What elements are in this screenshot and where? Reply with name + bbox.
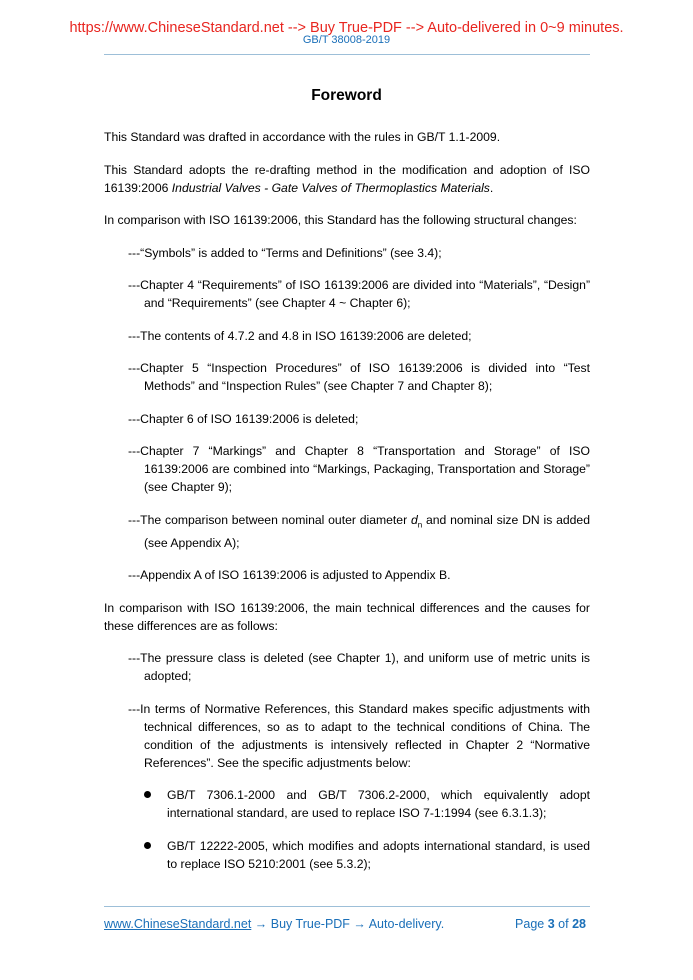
paragraph: This Standard was drafted in accordance with the rules in GB/T 1.1-2009. [104,130,501,144]
footer [104,917,590,931]
promo-banner[interactable]: https://www.ChineseStandard.net --> Buy True-PDF --> Auto-delivered in 0~9 minutes. [69,20,624,36]
list-item: ---The contents of 4.7.2 and 4.8 in ISO 16139:2006 are deleted; [128,328,472,343]
page-title: Foreword [311,87,382,104]
bullet-icon [104,786,167,822]
document-body [104,128,590,887]
footer-tail: → Buy True-PDF → Auto-delivery. [251,917,445,931]
footer-link[interactable]: www.ChineseStandard.net [104,917,252,931]
text: . [489,180,494,195]
text: ---The comparison between nominal outer diameter [128,512,411,527]
list-item [120,511,590,552]
list-item: ---“Symbols” is added to “Terms and Definitions” (see 3.4); [128,245,442,260]
bullet-text: GB/T 7306.1-2000 and GB/T 7306.2-2000, which equivalently adopt international standard, are used to replace ISO 7-1:1994 (see 6.3.1.3); [167,788,590,821]
standard-code: GB/T 38008-2019 [302,34,391,46]
bullet-item [104,837,590,873]
paragraph: In comparison with ISO 16139:2006, this Standard has the following structural changes: [104,213,577,227]
list-item: ---Chapter 6 of ISO 16139:2006 is deleted; [128,411,359,426]
paragraph [104,161,590,197]
text: This Standard adopts the re-drafting method in the modification and adoption of ISO 16139:2006 [104,162,590,195]
list-item: ---Appendix A of ISO 16139:2006 is adjusted to Appendix B. [128,568,451,583]
list-item: ---Chapter 7 “Markings” and Chapter 8 “Transportation and Storage” of ISO 16139:2006 are combined into “Markings, Packaging, Transportation and Storage” (see Chapter 9); [128,444,590,494]
list-item: ---Chapter 4 “Requirements” of ISO 16139:2006 are divided into “Materials”, “Design” and “Requirements” (see Chapter 4 ~ Chapter 6); [128,278,590,310]
standard-title: Industrial Valves - Gate Valves of Thermoplastics Materials [171,180,490,195]
bullet-text: GB/T 12222-2005, which modifies and adopts international standard, is used to replace ISO 5210:2001 (see 5.3.2); [167,838,590,871]
header-divider [104,54,590,55]
page-of: of [558,917,569,931]
list-item: ---Chapter 5 “Inspection Procedures” of ISO 16139:2006 is divided into “Test Methods” and “Inspection Rules” (see Chapter 7 and Chapter 8); [128,361,590,393]
variable: d [410,512,418,527]
page-current: 3 [547,917,555,931]
page-total: 28 [572,917,586,931]
list-item: ---In terms of Normative References, this Standard makes specific adjustments with technical differences, so as to adapt to the technical conditions of China. The condition of the adjustments is intensively reflected in Chapter 2 “Normative References”. See the specific adjustments below: [128,701,590,770]
list-item: ---The pressure class is deleted (see Chapter 1), and uniform use of metric units is adopted; [128,651,590,684]
text: and nominal size DN is added (see Appendix A); [144,512,590,550]
bullet-item [104,786,590,822]
paragraph: In comparison with ISO 16139:2006, the main technical differences and the causes for these differences are as follows: [104,600,590,633]
subscript: n [417,519,423,529]
bullet-icon [104,837,167,873]
page-label: Page [515,917,545,931]
footer-divider [104,906,590,907]
page-indicator [515,917,586,931]
